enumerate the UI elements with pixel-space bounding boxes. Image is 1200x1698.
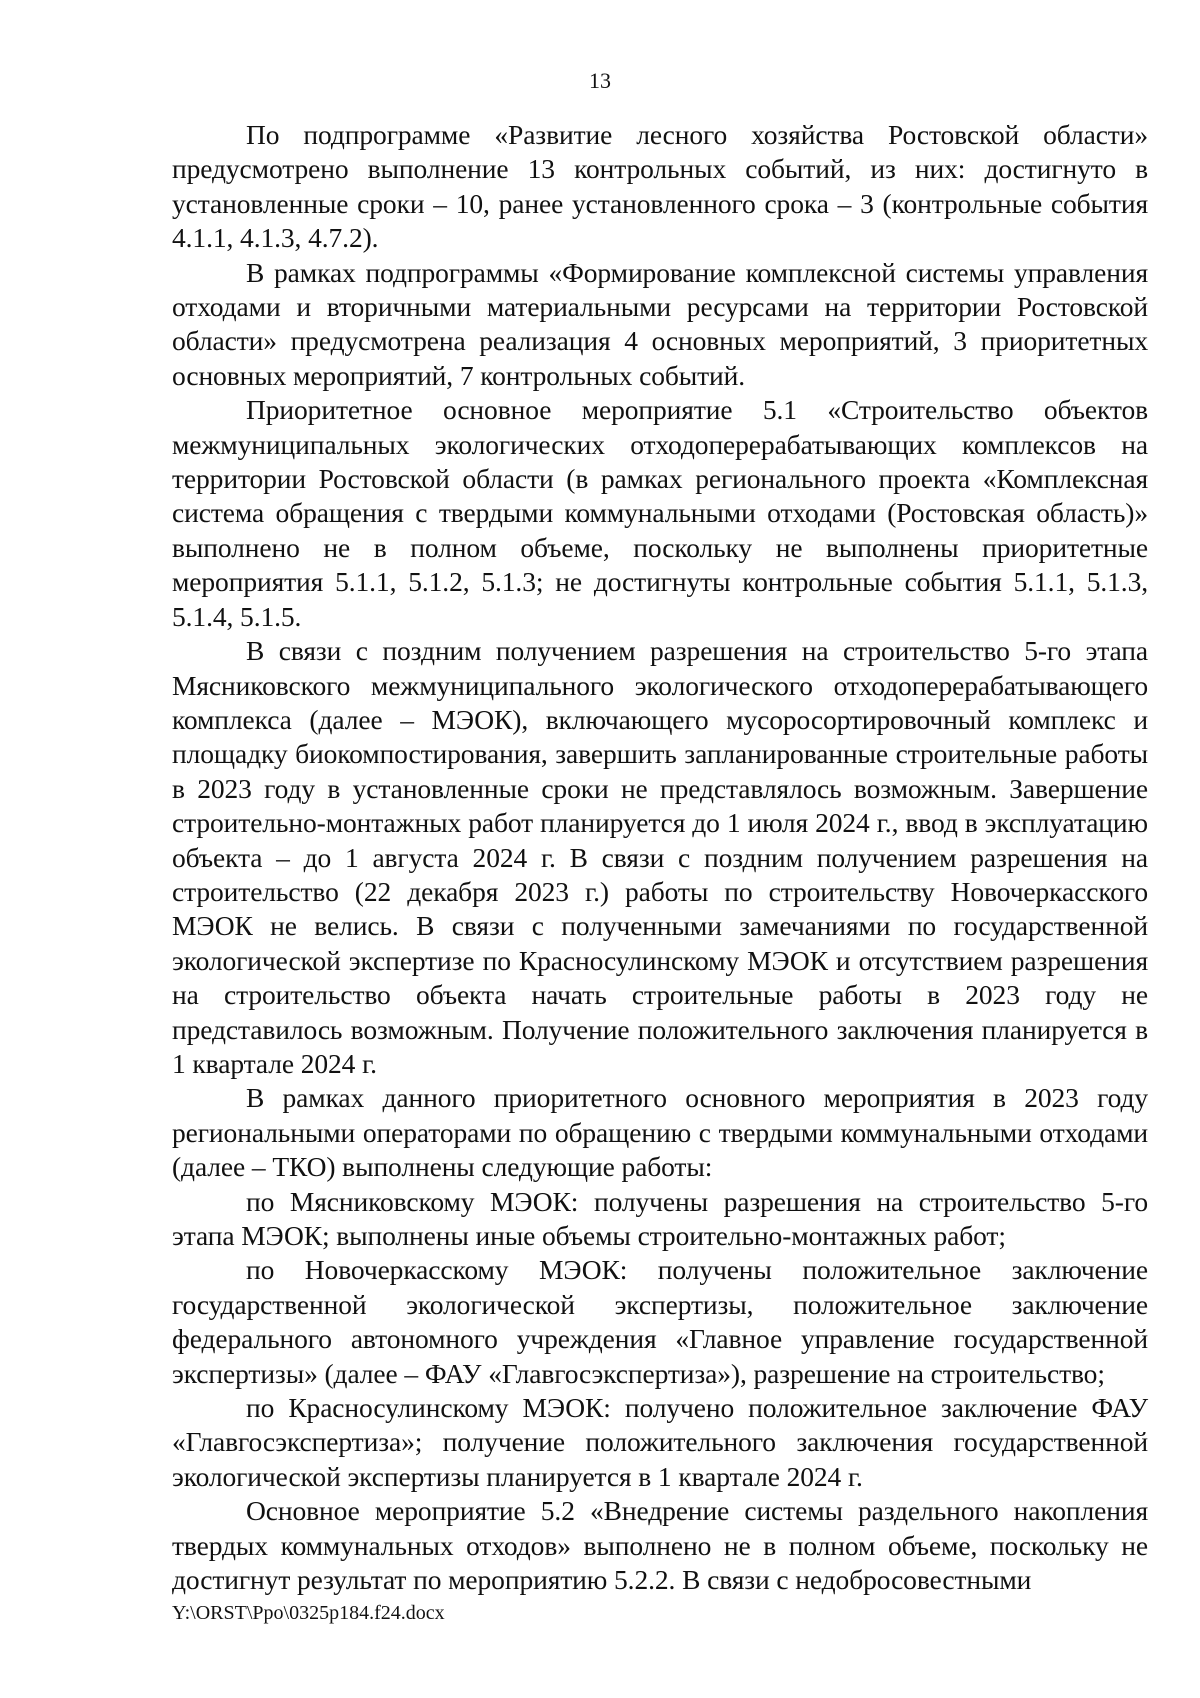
paragraph-myasnikovsky: по Мясниковскому МЭОК: получены разрешения на строительство 5-го этапа МЭОК; выполнены иные объемы строительно-монтажных работ; — [172, 1185, 1148, 1251]
document-body — [172, 118, 1148, 1597]
paragraph-late-permits: В связи с поздним получением разрешения на строительство 5-го этапа Мясниковского межмуниципального экологического отходоперерабатывающего комплекса (далее – МЭОК), включающего мусоросортировочный комплекс и площадку биокомпостирования, завершить запланированные строительные работы в 2023 году в установленные сроки не представлялось возможным. Завершение строительно-монтажных работ планируется до 1 июля 2024 г., ввод в эксплуатацию объекта – до 1 августа 2024 г. В связи с поздним получением разрешения на строительство (22 декабря 2023 г.) работы по строительству Новочеркасского МЭОК не велись. В связи с полученными замечаниями по государственной экологической экспертизе по Красносулинскому МЭОК и отсутствием разрешения на строительство объекта начать строительные работы в 2023 году не представилось возможным. Получение положительного заключения планируется в 1 квартале 2024 г. — [172, 635, 1148, 1079]
paragraph-waste-subprogram: В рамках подпрограммы «Формирование комплексной системы управления отходами и вторичными материальными ресурсами на территории Ростовской области» предусмотрена реализация 4 основных мероприятий, 3 приоритетных основных мероприятий, 7 контрольных событий. — [172, 256, 1148, 391]
footer-file-path: Y:\ORST\Ppo\0325p184.f24.docx — [172, 1602, 445, 1624]
paragraph-measure-5-2: Основное мероприятие 5.2 «Внедрение системы раздельного накопления твердых коммунальных отходов» выполнено не в полном объеме, поскольку не достигнут результат по мероприятию 5.2.2. В связи с недобросовестными — [172, 1495, 1148, 1596]
paragraph-krasnosulinsky: по Красносулинскому МЭОК: получено положительное заключение ФАУ «Главгосэкспертиза»; получение положительного заключения государственной экологической экспертизы планируется в 1 квартале 2024 г. — [172, 1392, 1148, 1492]
paragraph-priority-measure-5-1: Приоритетное основное мероприятие 5.1 «Строительство объектов межмуниципальных экологических отходоперерабатывающих комплексов на территории Ростовской области (в рамках регионального проекта «Комплексная система обращения с твердыми коммунальными отходами (Ростовская область)» выполнено не в полном объеме, поскольку не выполнены приоритетные мероприятия 5.1.1, 5.1.2, 5.1.3; не достигнуты контрольные события 5.1.1, 5.1.3, 5.1.4, 5.1.5. — [172, 394, 1148, 632]
paragraph-novocherkassky: по Новочеркасскому МЭОК: получены положительное заключение государственной экологической экспертизы, положительное заключение федерального автономного учреждения «Главное управление государственной экспертизы» (далее – ФАУ «Главгосэкспертиза»), разрешение на строительство; — [172, 1254, 1148, 1389]
paragraph-works-performed: В рамках данного приоритетного основного мероприятия в 2023 году региональными операторами по обращению с твердыми коммунальными отходами (далее – ТКО) выполнены следующие работы: — [172, 1082, 1148, 1183]
page-number: 13 — [589, 68, 611, 93]
paragraph-forestry: По подпрограмме «Развитие лесного хозяйства Ростовской области» предусмотрено выполнение 13 контрольных событий, из них: достигнуто в установленные сроки – 10, ранее установленного срока – 3 (контрольные события 4.1.1, 4.1.3, 4.7.2). — [172, 119, 1148, 254]
